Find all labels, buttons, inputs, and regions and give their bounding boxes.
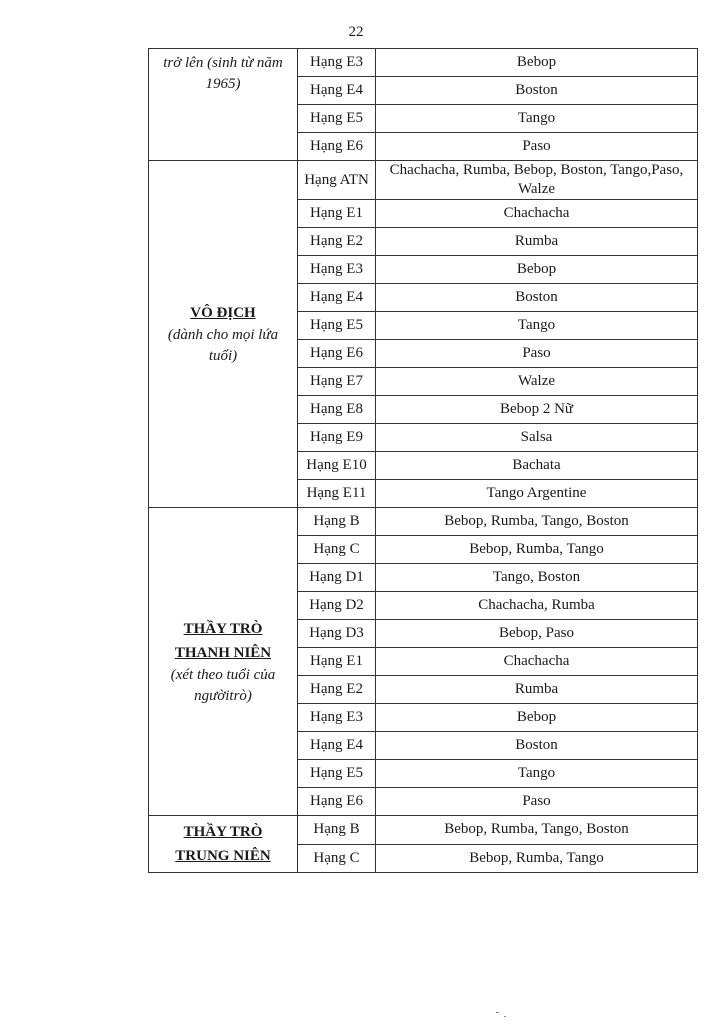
class-cell: Hạng E6 [298,133,376,161]
class-cell: Hạng C [298,536,376,564]
group-name: THẦY TRÒ THANH NIÊN [174,620,272,661]
schedule-body [149,49,698,873]
class-cell: Hạng E10 [298,452,376,480]
class-cell: Hạng D3 [298,620,376,648]
class-cell: Hạng E2 [298,676,376,704]
dance-cell: Paso [376,788,698,816]
class-cell: Hạng E9 [298,424,376,452]
scan-speck [496,1012,499,1013]
dance-cell: Tango [376,105,698,133]
class-cell: Hạng E3 [298,256,376,284]
class-cell: Hạng B [298,508,376,536]
class-cell: Hạng D1 [298,564,376,592]
class-cell: Hạng E4 [298,732,376,760]
dance-cell: Salsa [376,424,698,452]
group-cell [149,816,298,873]
dance-cell: Bebop, Rumba, Tango [376,844,698,873]
group-cell [149,161,298,508]
dance-cell: Walze [376,368,698,396]
class-cell: Hạng D2 [298,592,376,620]
group-cell [149,49,298,161]
class-cell: Hạng E5 [298,105,376,133]
dance-cell: Boston [376,732,698,760]
dance-cell: Tango [376,312,698,340]
class-cell: Hạng E4 [298,77,376,105]
dance-cell: Chachacha [376,200,698,228]
class-cell: Hạng E11 [298,480,376,508]
dance-cell: Tango [376,760,698,788]
table-row [149,508,698,536]
class-cell: Hạng E4 [298,284,376,312]
class-cell: Hạng B [298,816,376,845]
group-note: (xét theo tuổi của ngườitrò) [170,666,276,704]
class-cell: Hạng E3 [298,704,376,732]
class-cell: Hạng E8 [298,396,376,424]
class-cell: Hạng E5 [298,312,376,340]
dance-cell: Paso [376,133,698,161]
group-note: (dành cho mọi lứa tuổi) [167,327,279,364]
class-cell: Hạng E1 [298,200,376,228]
dance-cell: Bebop [376,256,698,284]
dance-cell: Bebop, Rumba, Tango, Boston [376,508,698,536]
dance-cell: Paso [376,340,698,368]
scan-speck [504,1016,506,1017]
table-row [149,816,698,845]
dance-cell: Chachacha [376,648,698,676]
group-name: VÔ ĐỊCH [190,305,256,321]
group-note: trở lên (sinh từ năm 1965) [163,55,283,92]
page-number: 22 [348,24,364,40]
dance-cell: Bebop [376,704,698,732]
class-cell: Hạng C [298,844,376,873]
table-row [149,161,698,200]
dance-cell: Rumba [376,228,698,256]
dance-cell: Bebop [376,49,698,77]
dance-cell: Bebop 2 Nữ [376,396,698,424]
dance-cell: Chachacha, Rumba, Bebop, Boston, Tango,Paso, Walze [376,161,698,200]
group-cell [149,508,298,816]
dance-cell: Bebop, Rumba, Tango, Boston [376,816,698,845]
class-cell: Hạng E7 [298,368,376,396]
class-cell: Hạng E6 [298,788,376,816]
class-cell: Hạng E1 [298,648,376,676]
dance-cell: Chachacha, Rumba [376,592,698,620]
dance-cell: Tango Argentine [376,480,698,508]
competition-schedule-table [148,48,698,873]
class-cell: Hạng E3 [298,49,376,77]
class-cell: Hạng E6 [298,340,376,368]
dance-cell: Bebop, Paso [376,620,698,648]
dance-cell: Boston [376,284,698,312]
dance-cell: Tango, Boston [376,564,698,592]
dance-cell: Rumba [376,676,698,704]
dance-cell: Boston [376,77,698,105]
dance-cell: Bachata [376,452,698,480]
class-cell: Hạng E2 [298,228,376,256]
class-cell: Hạng E5 [298,760,376,788]
class-cell: Hạng ATN [298,161,376,200]
table-row [149,49,698,77]
dance-cell: Bebop, Rumba, Tango [376,536,698,564]
group-name: THẦY TRÒ TRUNG NIÊN [175,824,271,864]
